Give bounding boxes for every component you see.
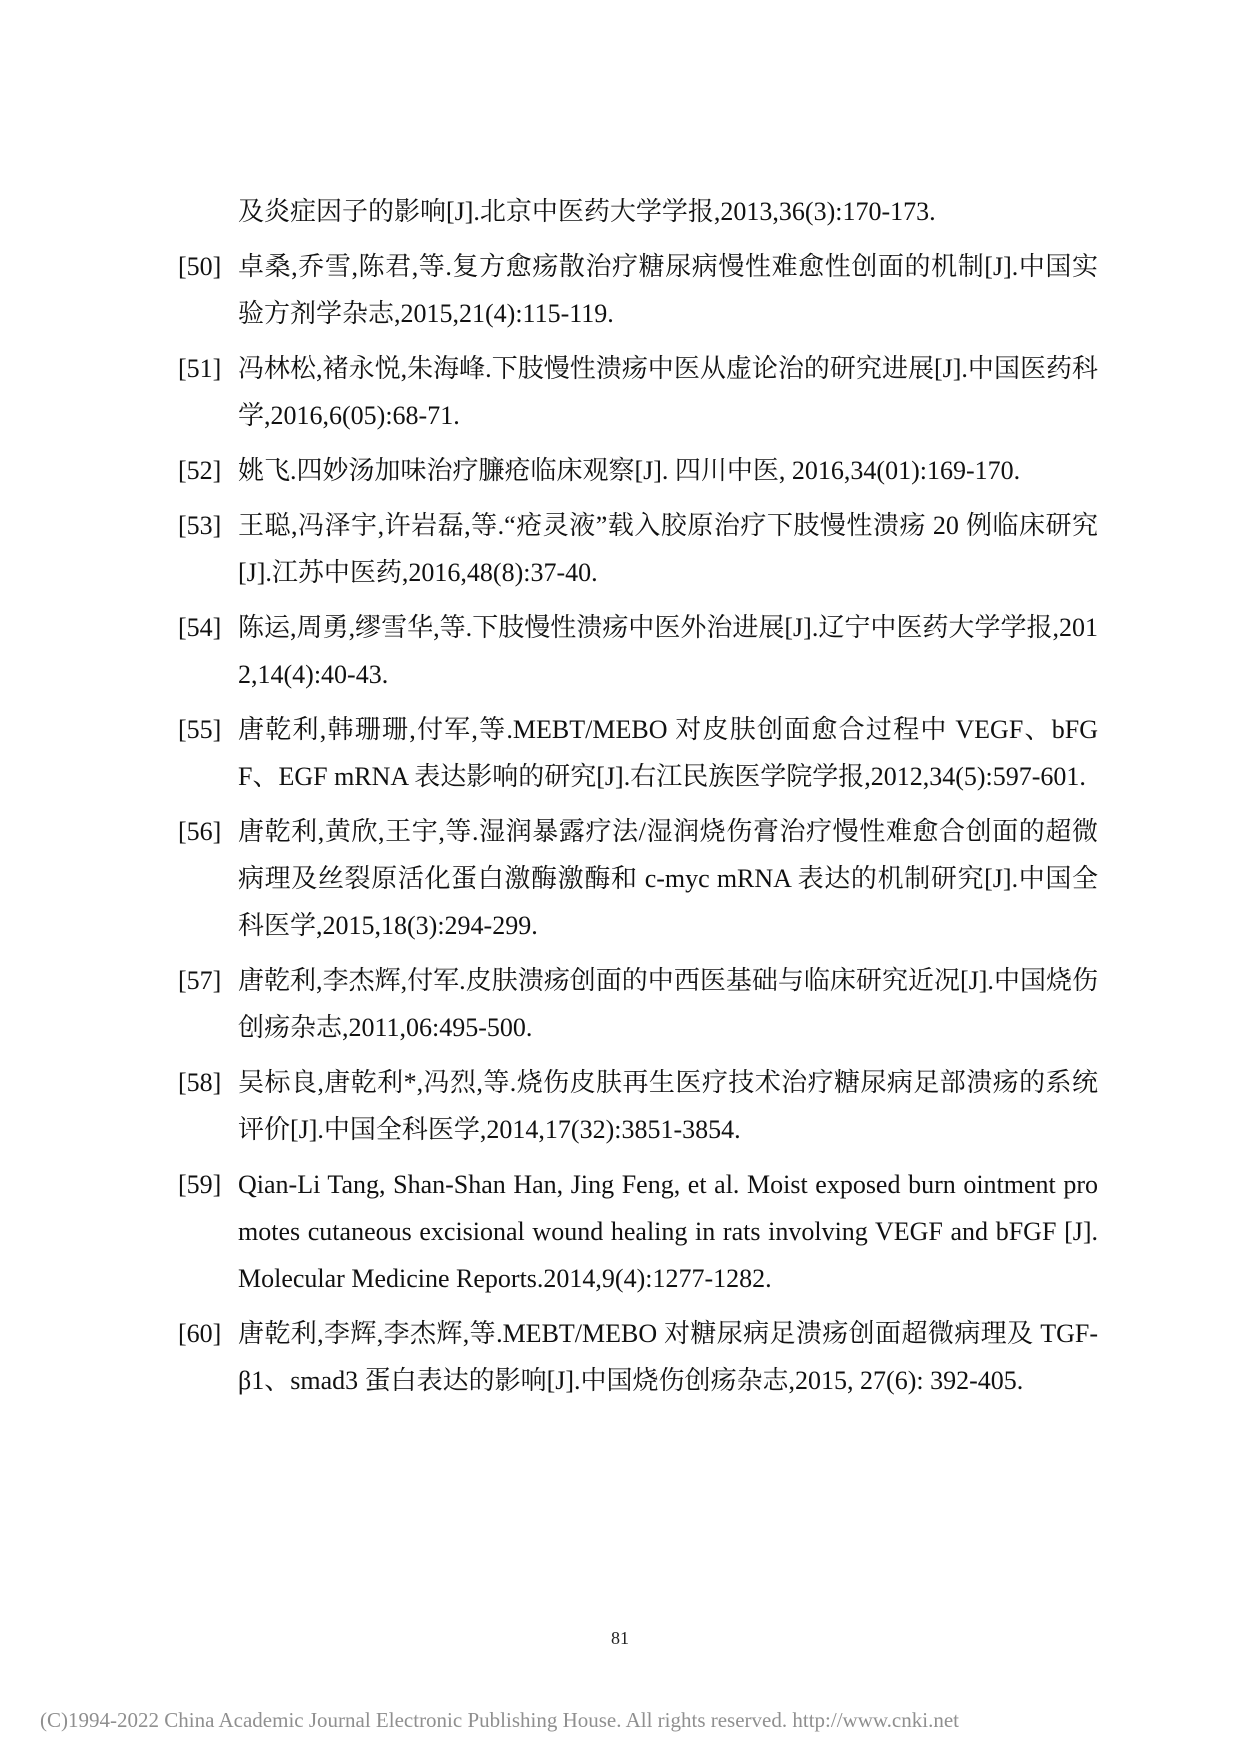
reference-item xyxy=(178,502,1098,596)
reference-item xyxy=(178,957,1098,1051)
reference-list xyxy=(178,188,1098,1412)
reference-number: [55] xyxy=(178,715,222,744)
reference-text: 唐乾利,黄欣,王宇,等.湿润暴露疗法/湿润烧伤膏治疗慢性难愈合创面的超微病理及丝裂原活化蛋白激酶激酶和 c-myc mRNA 表达的机制研究[J].中国全科医学,2015,18(3):294-299. xyxy=(238,817,1098,940)
reference-text: 陈运,周勇,缪雪华,等.下肢慢性溃疡中医外治进展[J].辽宁中医药大学学报,2012,14(4):40-43. xyxy=(238,613,1098,689)
reference-item xyxy=(178,808,1098,949)
reference-continuation: 及炎症因子的影响[J].北京中医药大学学报,2013,36(3):170-173. xyxy=(238,197,936,226)
reference-text: 卓桑,乔雪,陈君,等.复方愈疡散治疗糖尿病慢性难愈性创面的机制[J].中国实验方剂学杂志,2015,21(4):115-119. xyxy=(238,252,1098,328)
reference-item xyxy=(178,706,1098,800)
reference-number: [59] xyxy=(178,1170,222,1199)
reference-text: 吴标良,唐乾利*,冯烈,等.烧伤皮肤再生医疗技术治疗糖尿病足部溃疡的系统评价[J].中国全科医学,2014,17(32):3851-3854. xyxy=(238,1068,1098,1144)
reference-item xyxy=(178,447,1098,494)
reference-text: 唐乾利,李杰辉,付军.皮肤溃疡创面的中西医基础与临床研究近况[J].中国烧伤创疡杂志,2011,06:495-500. xyxy=(238,966,1098,1042)
reference-number: [58] xyxy=(178,1068,222,1097)
reference-number: [50] xyxy=(178,252,222,281)
reference-item xyxy=(178,243,1098,337)
reference-number: [60] xyxy=(178,1319,222,1348)
reference-item xyxy=(178,345,1098,439)
reference-text: 姚飞.四妙汤加味治疗臁疮临床观察[J]. 四川中医, 2016,34(01):169-170. xyxy=(238,456,1021,485)
reference-item xyxy=(178,1059,1098,1153)
reference-number: [52] xyxy=(178,456,222,485)
reference-item xyxy=(178,1161,1098,1302)
reference-text: 唐乾利,韩珊珊,付军,等.MEBT/MEBO 对皮肤创面愈合过程中 VEGF、bFGF、EGF mRNA 表达影响的研究[J].右江民族医学院学报,2012,34(5):597-601. xyxy=(238,715,1098,791)
reference-number: [53] xyxy=(178,511,222,540)
reference-number: [54] xyxy=(178,613,222,642)
reference-text: 唐乾利,李辉,李杰辉,等.MEBT/MEBO 对糖尿病足溃疡创面超微病理及 TGF-β1、smad3 蛋白表达的影响[J].中国烧伤创疡杂志,2015, 27(6): 392-405. xyxy=(238,1319,1098,1395)
reference-number: [51] xyxy=(178,354,222,383)
reference-number: [57] xyxy=(178,966,222,995)
reference-number: [56] xyxy=(178,817,222,846)
reference-text: Qian-Li Tang, Shan-Shan Han, Jing Feng, et al. Moist exposed burn ointment promotes cutaneous excisional wound healing in rats involving VEGF and bFGF [J].Molecular Medicine Reports.2014,9(4):1277-1282. xyxy=(238,1170,1098,1293)
page-number: 81 xyxy=(611,1628,629,1648)
reference-item xyxy=(178,604,1098,698)
reference-item xyxy=(178,1310,1098,1404)
reference-text: 王聪,冯泽宇,许岩磊,等.“疮灵液”载入胶原治疗下肢慢性溃疡 20 例临床研究[J].江苏中医药,2016,48(8):37-40. xyxy=(238,511,1098,587)
copyright-footer: (C)1994-2022 China Academic Journal Electronic Publishing House. All rights reserved. http://www.cnki.net xyxy=(40,1708,959,1732)
reference-text: 冯林松,褚永悦,朱海峰.下肢慢性溃疡中医从虚论治的研究进展[J].中国医药科学,2016,6(05):68-71. xyxy=(238,354,1098,430)
